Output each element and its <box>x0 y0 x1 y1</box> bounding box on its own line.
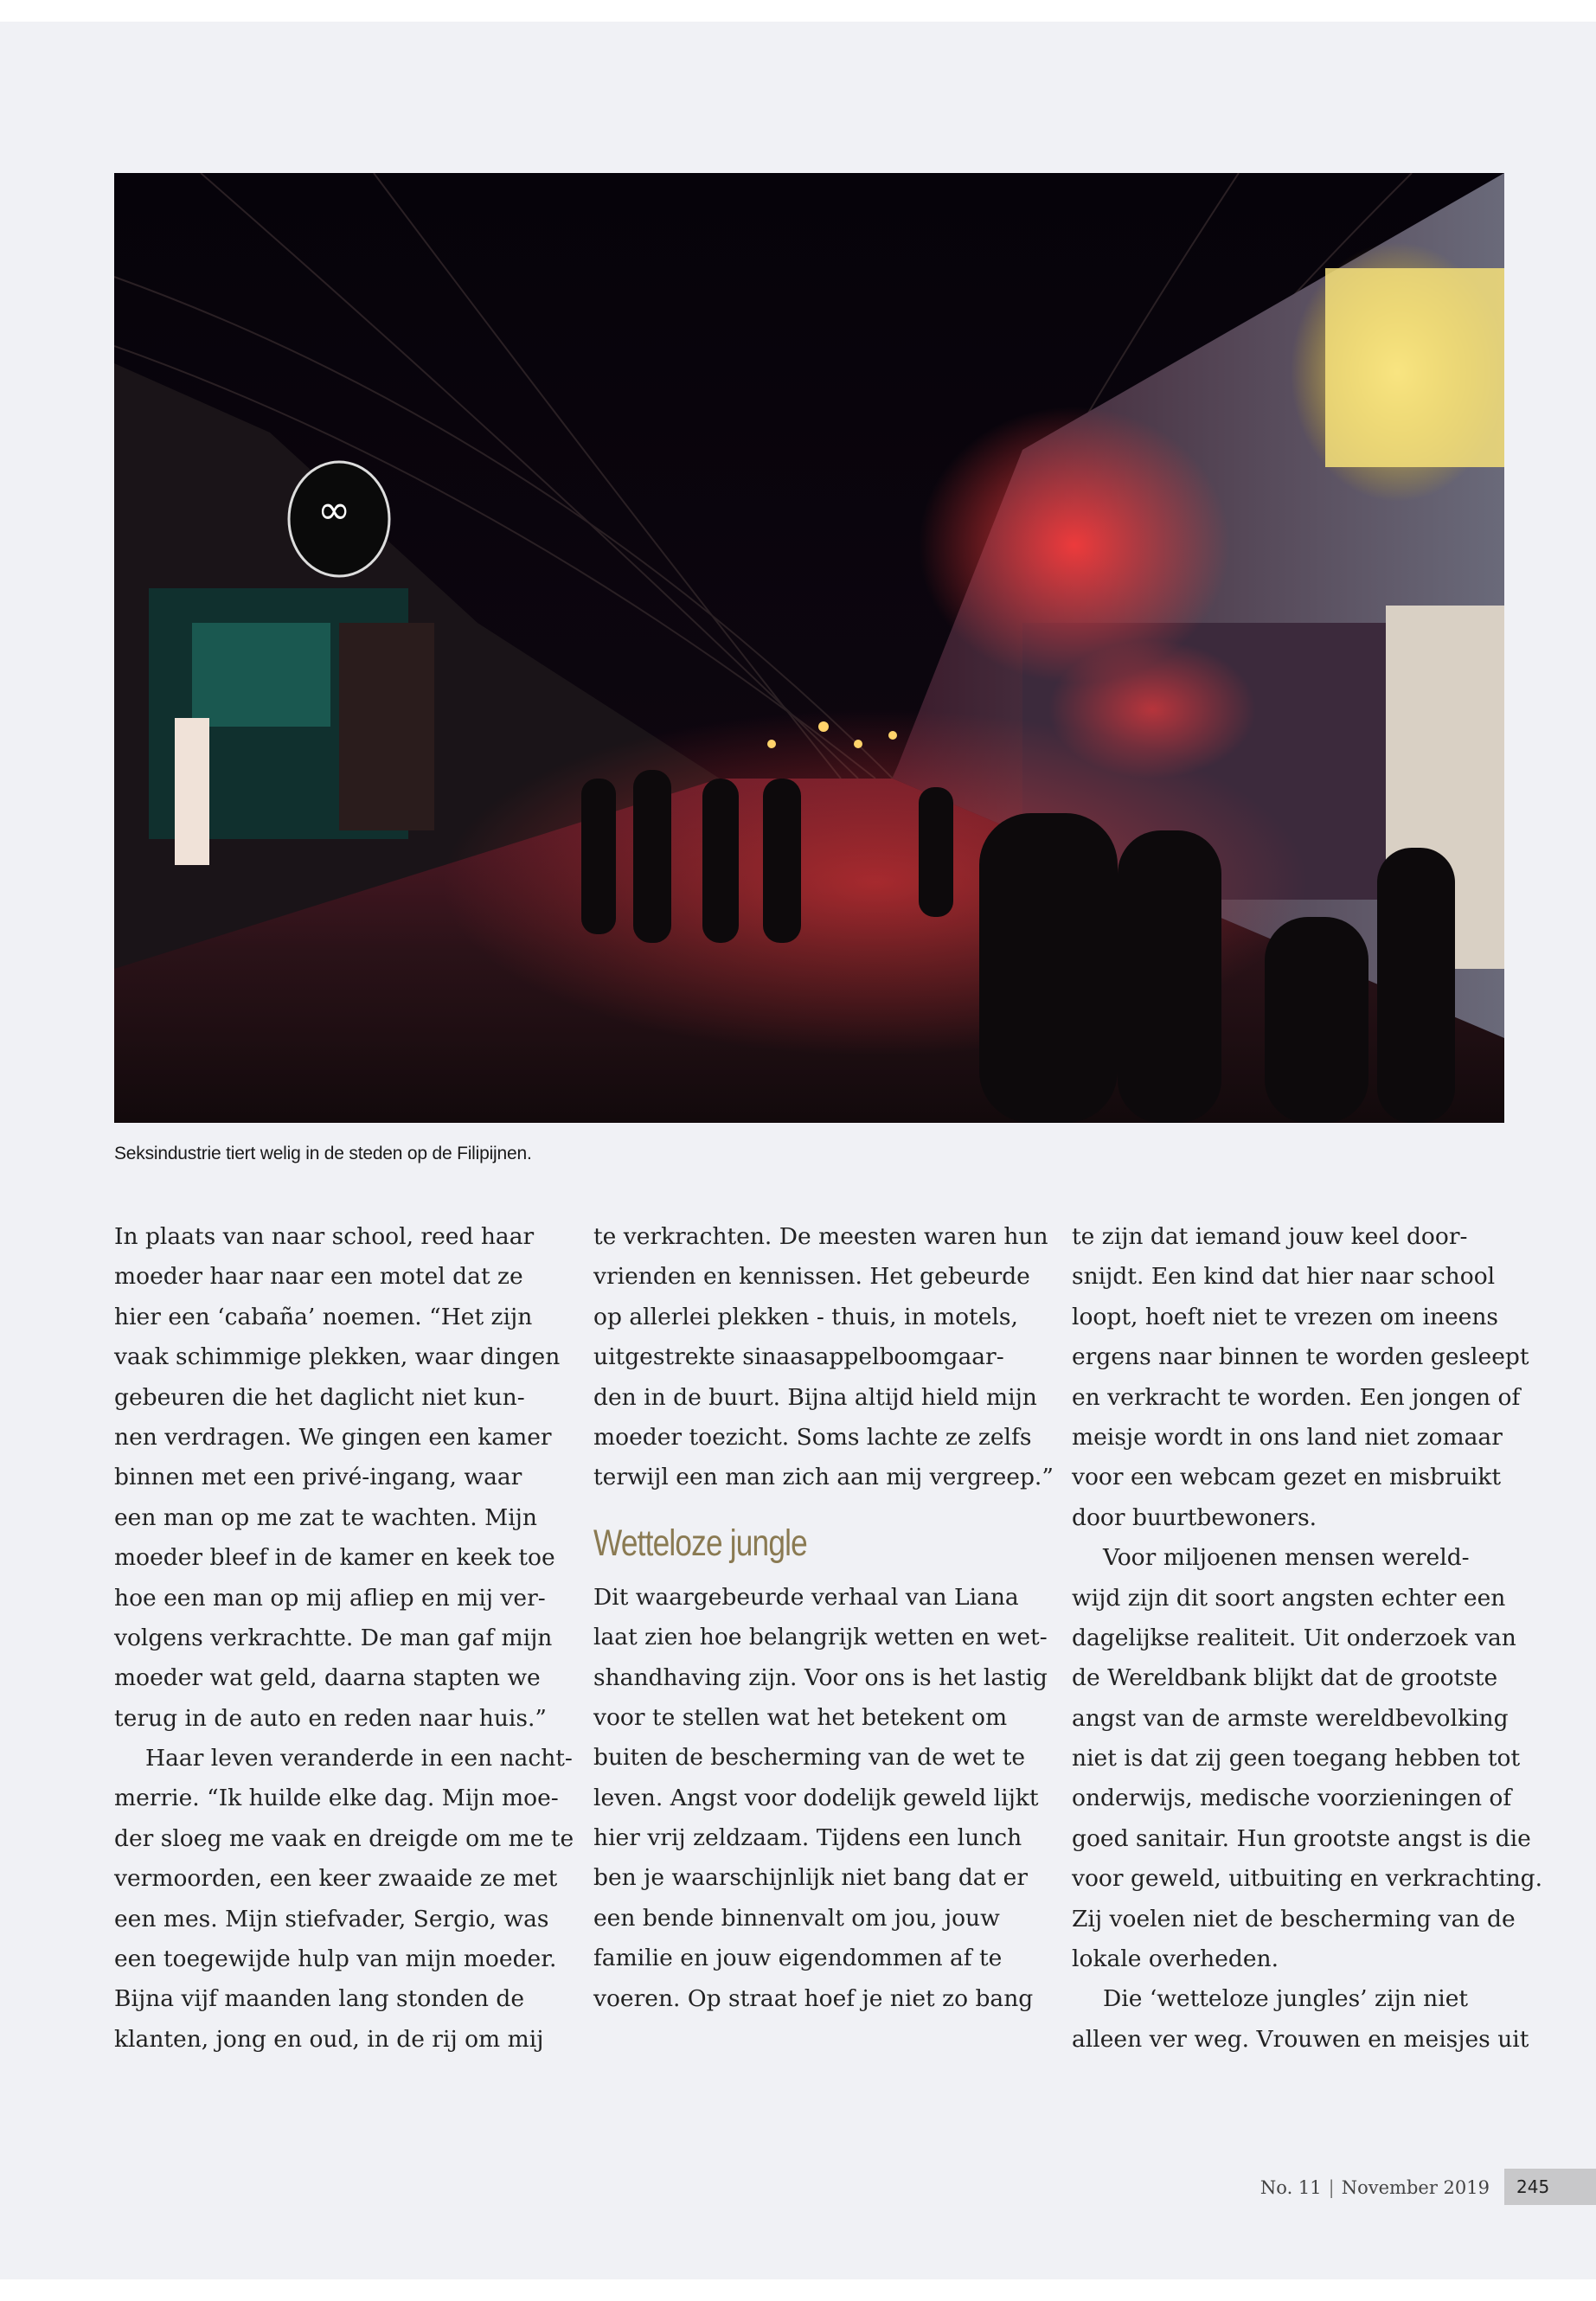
photo-caption: Seksindustrie tiert welig in de steden op de Filipijnen. <box>114 1144 532 1163</box>
text-line: hoe een man op mij afliep en mij ver- <box>114 1584 546 1612</box>
issue-number: No. 11 <box>1259 2177 1322 2198</box>
text-line: loopt, hoeft niet te vrezen om ineens <box>1072 1303 1499 1330</box>
text-line: moeder bleef in de kamer en keek toe <box>114 1544 555 1572</box>
text-line: Die ‘wetteloze jungles’ zijn niet <box>1103 1985 1469 2013</box>
text-line: een bende binnenvalt om jou, jouw <box>593 1904 1000 1932</box>
section-heading: Wetteloze jungle <box>593 1522 807 1564</box>
text-line: hier vrij zeldzaam. Tijdens een lunch <box>593 1824 1022 1852</box>
text-line: voor te stellen wat het betekent om <box>593 1703 1008 1731</box>
text-line: onderwijs, medische voorzieningen of <box>1072 1785 1512 1812</box>
text-line: op allerlei plekken - thuis, in motels, <box>593 1303 1018 1330</box>
text-line: te zijn dat iemand jouw keel door- <box>1072 1223 1468 1250</box>
top-margin-band <box>0 0 1596 22</box>
text-line: Haar leven veranderde in een nacht- <box>145 1745 573 1772</box>
text-line: Bijna vijf maanden lang stonden de <box>114 1985 525 2013</box>
text-line: niet is dat zij geen toegang hebben tot <box>1072 1745 1521 1772</box>
text-line: voor geweld, uitbuiting en verkrachting. <box>1072 1865 1543 1893</box>
text-line: buiten de bescherming van de wet te <box>593 1744 1026 1772</box>
article-column-2 <box>593 1217 1054 2019</box>
text-line: moeder wat geld, daarna stapten we <box>114 1664 541 1692</box>
text-line: te verkrachten. De meesten waren hun <box>593 1223 1048 1250</box>
text-line: wijd zijn dit soort angsten echter een <box>1072 1584 1506 1612</box>
text-line: alleen ver weg. Vrouwen en meisjes uit <box>1072 2025 1529 2053</box>
text-line: een mes. Mijn stiefvader, Sergio, was <box>114 1905 549 1932</box>
text-line: voor een webcam gezet en misbruikt <box>1072 1464 1501 1491</box>
footer-issue-info <box>1260 2170 1490 2205</box>
text-line: hier een ‘cabaña’ noemen. “Het zijn <box>114 1303 533 1330</box>
text-line: familie en jouw eigendommen af te <box>593 1945 1003 1972</box>
text-line: laat zien hoe belangrijk wetten en wet- <box>593 1624 1048 1651</box>
text-line: leven. Angst voor dodelijk geweld lijkt <box>593 1784 1039 1811</box>
street-night-scene-image <box>114 173 1504 1123</box>
text-line: en verkracht te worden. Een jongen of <box>1072 1383 1521 1411</box>
issue-date: November 2019 <box>1341 2177 1490 2198</box>
text-line: moeder toezicht. Soms lachte ze zelfs <box>593 1423 1032 1451</box>
text-line: der sloeg me vaak en dreigde om me te <box>114 1824 574 1852</box>
text-line: ben je waarschijnlijk niet bang dat er <box>593 1864 1029 1892</box>
article-column-1 <box>114 1217 574 2060</box>
text-line: klanten, jong en oud, in de rij om mij <box>114 2025 544 2053</box>
text-line: binnen met een privé-ingang, waar <box>114 1464 522 1491</box>
text-line: angst van de armste wereldbevolking <box>1072 1704 1509 1732</box>
text-line: door buurtbewoners. <box>1072 1503 1317 1531</box>
svg-text:∞: ∞ <box>317 486 351 533</box>
street-photo <box>114 173 1504 1123</box>
text-line: den in de buurt. Bijna altijd hield mijn <box>593 1383 1037 1411</box>
text-line: merrie. “Ik huilde elke dag. Mijn moe- <box>114 1785 559 1812</box>
text-line: volgens verkrachtte. De man gaf mijn <box>114 1624 553 1651</box>
page-number: 245 <box>1504 2169 1596 2205</box>
text-line: goed sanitair. Hun grootste angst is die <box>1072 1824 1531 1852</box>
bottom-margin-band <box>0 2279 1596 2301</box>
text-line: snijdt. Een kind dat hier naar school <box>1072 1263 1496 1291</box>
text-line: Dit waargebeurde verhaal van Liana <box>593 1583 1019 1611</box>
text-line: Zij voelen niet de bescherming van de <box>1072 1905 1516 1932</box>
text-line: moeder haar naar een motel dat ze <box>114 1263 523 1291</box>
footer-separator: | <box>1328 2177 1335 2198</box>
text-line: In plaats van naar school, reed haar <box>114 1223 535 1250</box>
text-line: uitgestrekte sinaasappelboomgaar- <box>593 1343 1004 1371</box>
text-line: lokale overheden. <box>1072 1945 1279 1973</box>
text-line: een man op me zat te wachten. Mijn <box>114 1503 537 1531</box>
text-line: de Wereldbank blijkt dat de grootste <box>1072 1664 1498 1692</box>
text-line: ergens naar binnen te worden gesleept <box>1072 1343 1529 1371</box>
article-column-3 <box>1072 1217 1543 2060</box>
text-line: nen verdragen. We gingen een kamer <box>114 1423 552 1451</box>
text-line: terug in de auto en reden naar huis.” <box>114 1704 547 1732</box>
text-line: vrienden en kennissen. Het gebeurde <box>593 1263 1030 1291</box>
text-line: terwijl een man zich aan mij vergreep.” <box>593 1464 1054 1491</box>
text-line: gebeuren die het daglicht niet kun- <box>114 1383 525 1411</box>
text-line: vaak schimmige plekken, waar dingen <box>114 1343 561 1371</box>
text-line: voeren. Op straat hoef je niet zo bang <box>593 1984 1034 2012</box>
text-line: vermoorden, een keer zwaaide ze met <box>114 1865 558 1893</box>
text-line: meisje wordt in ons land niet zomaar <box>1072 1423 1503 1451</box>
text-line: shandhaving zijn. Voor ons is het lastig <box>593 1663 1048 1691</box>
text-line: Voor miljoenen mensen wereld- <box>1103 1544 1470 1572</box>
text-line: dagelijkse realiteit. Uit onderzoek van <box>1072 1624 1516 1651</box>
text-line: een toegewijde hulp van mijn moeder. <box>114 1945 557 1973</box>
